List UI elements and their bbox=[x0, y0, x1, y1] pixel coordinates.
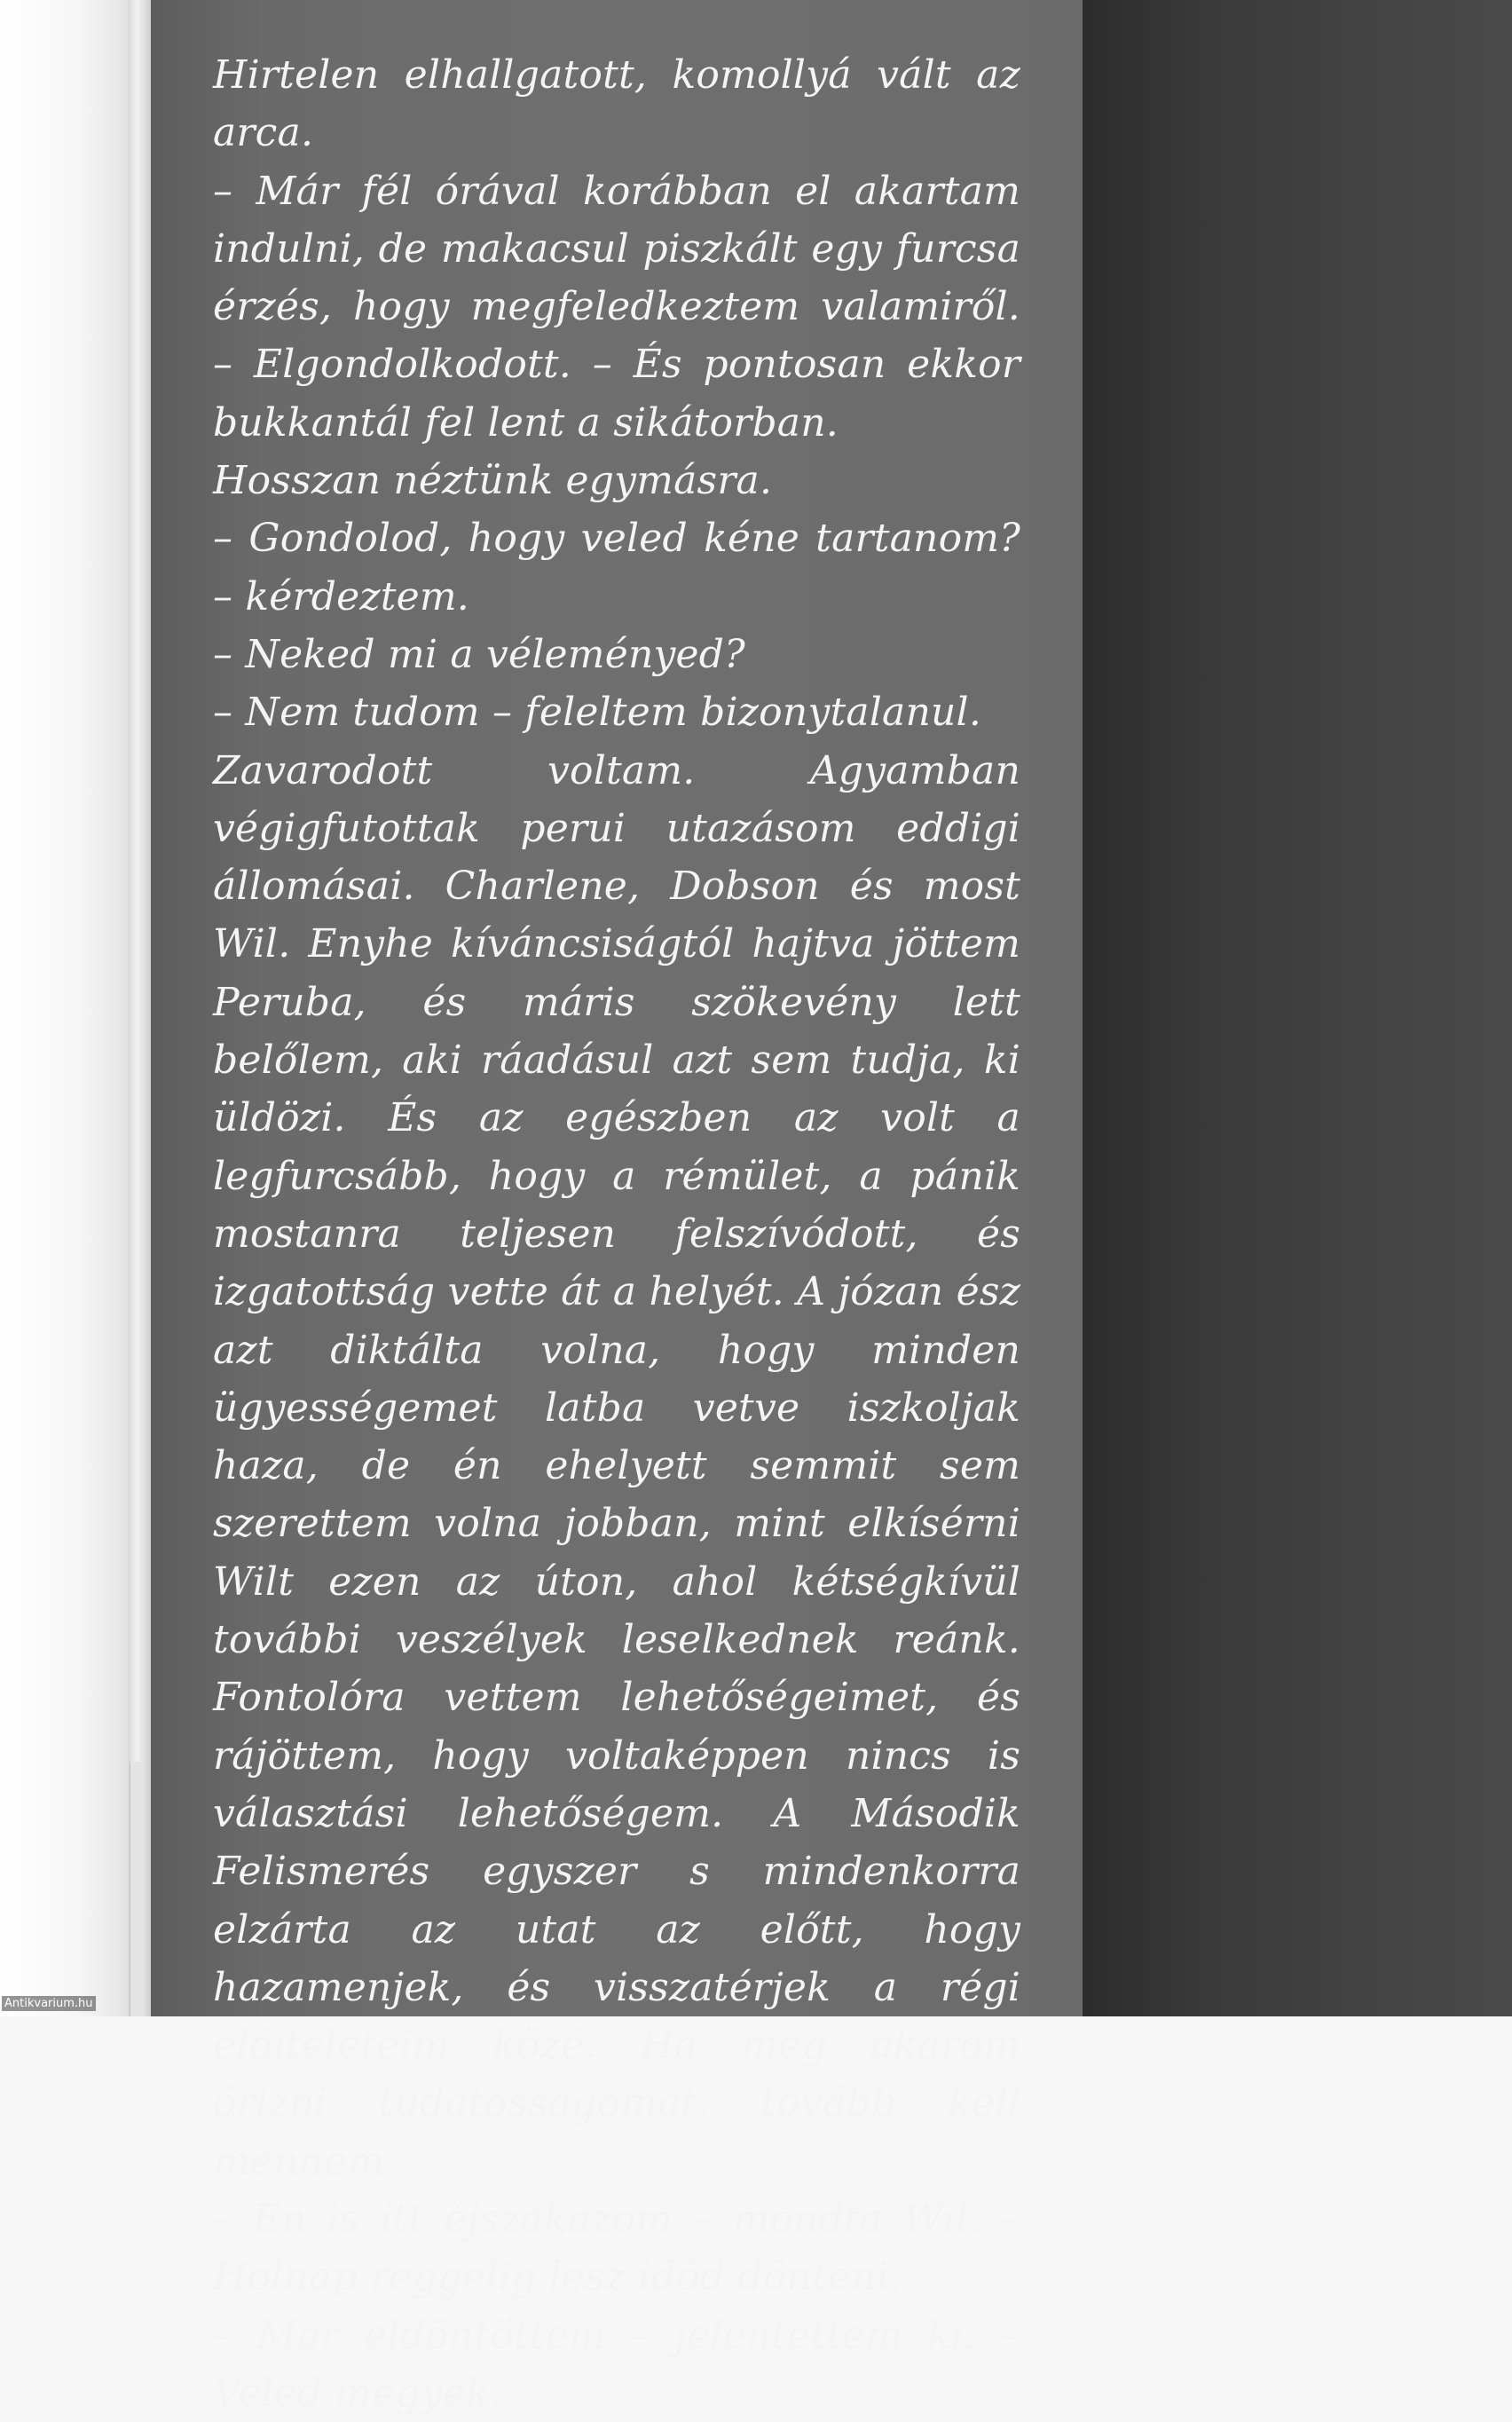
dark-side-panel bbox=[1083, 0, 1512, 2016]
left-page-edge bbox=[0, 0, 142, 2016]
paragraph-6: – Nem tudom – feleltem bizonytalanul. bbox=[213, 690, 982, 736]
blurb-text-block bbox=[213, 46, 1020, 2422]
paragraph-9: – Már eldöntöttem – jelentettem ki. – Veled megyek. bbox=[213, 2312, 1020, 2416]
paragraph-4: – Gondolod, hogy veled kéne tartanom? – kérdeztem. bbox=[213, 516, 1020, 619]
paragraph-2: – Már fél órával korábban el akartam indulni, de makacsul piszkált egy furcsa érzés, hogy megfeledkeztem valamiről. – Elgondolkodott. – És pontosan ekkor bukkantál fel lent a sikátorban. bbox=[213, 168, 1020, 446]
gutter-tab bbox=[130, 1762, 143, 2016]
paragraph-8: – Én is itt éjszakázom – mondta Wil. – Holnap reggelig lesz időd dönteni. bbox=[213, 2196, 1020, 2300]
paragraph-5: – Neked mi a véleményed? bbox=[213, 631, 745, 677]
book-gutter bbox=[128, 0, 151, 2016]
paragraph-3: Hosszan néztünk egymásra. bbox=[213, 458, 773, 504]
paragraph-7: Zavarodott voltam. Agyamban végigfutottak perui utazásom eddigi állomásai. Charlene, Dobson és most Wil. Enyhe kíváncsiságtól hajtva jöttem Peruba, és máris szökevény lett belőlem, aki ráadásul azt sem tudja, ki üldözi. És az egészben az volt a legfurcsább, hogy a rémület, a pánik mostanra teljesen felszívódott, és izgatottság vette át a helyét. A józan ész azt diktálta volna, hogy minden ügyességemet latba vetve iszkoljak haza, de én ehelyett semmit sem szerettem volna jobban, mint elkísérni Wilt ezen az úton, ahol kétségkívül további veszélyek leselkednek reánk. Fontolóra vettem lehetőségeimet, és rájöttem, hogy voltaképpen nincs is választási lehetőségem. A Második Felismerés egyszer s mindenkorra elzárta az utat az előtt, hogy hazamenjek, és visszatérjek a régi előítéleteim közé. Ha meg akarom őrizni tudatosságomat, tovább kell mennem. bbox=[213, 747, 1020, 2184]
paragraph-1: Hirtelen elhallgatott, komollyá vált az arca. bbox=[213, 52, 1020, 156]
watermark: Antikvarium.hu bbox=[2, 1996, 96, 2011]
